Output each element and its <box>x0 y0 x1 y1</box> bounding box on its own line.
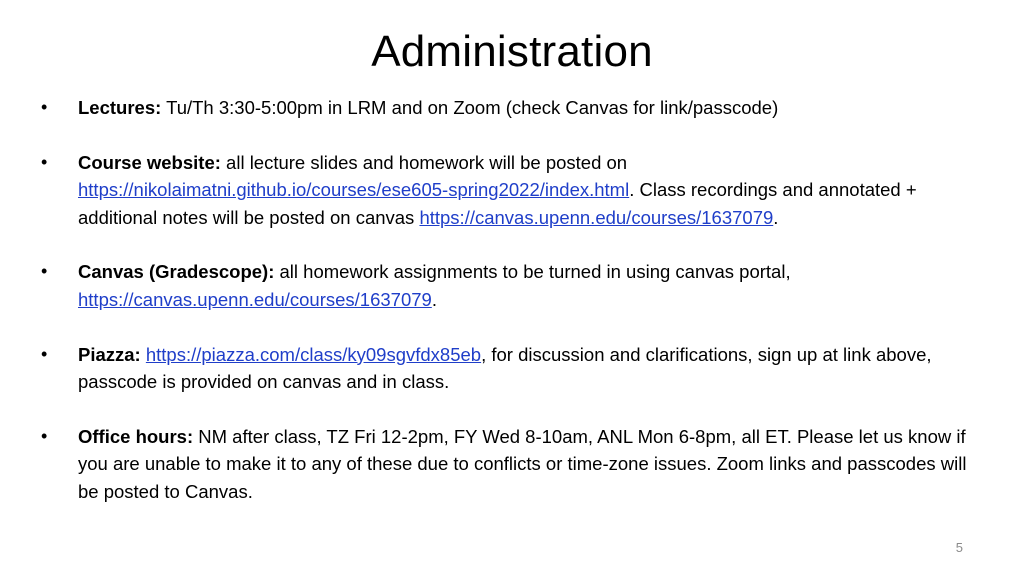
bullet-dot-icon: • <box>41 151 48 172</box>
bullet-canvas-gradescope <box>40 258 970 313</box>
canvas-gradescope-text-2: . <box>431 288 437 310</box>
piazza-text-2: , for discussion and clarifications, sign up at link above, passcode is provided on canvas and in class. <box>78 343 932 393</box>
bullet-lectures <box>40 94 970 121</box>
lectures-label: Lectures: <box>78 97 162 118</box>
office-hours-text: NM after class, TZ Fri 12-2pm, FY Wed 8-10am, ANL Mon 6-8pm, all ET. Please let us know if you are unable to make it to any of these due to conflicts or time-zone issues. Zoom links and passcodes will be posted to Canvas. <box>78 425 967 502</box>
bullet-dot-icon: • <box>41 343 48 364</box>
course-website-link[interactable]: https://nikolaimatni.github.io/courses/ese605-spring2022/index.html <box>78 179 630 201</box>
course-website-text-2: . Class recordings and annotated + additional notes will be posted on canvas <box>78 179 917 228</box>
lectures-text: Tu/Th 3:30-5:00pm in LRM and on Zoom (check Canvas for link/passcode) <box>161 97 779 118</box>
canvas-gradescope-text: all homework assignments to be turned in using canvas portal, <box>274 261 791 283</box>
course-website-text: all lecture slides and homework will be posted on <box>220 151 628 173</box>
bullet-office-hours <box>40 423 970 505</box>
course-website-text-3: . <box>773 206 779 228</box>
bullet-course-website <box>40 149 970 231</box>
canvas-gradescope-label: Canvas (Gradescope): <box>78 261 275 283</box>
piazza-link[interactable]: https://piazza.com/class/ky09sgvfdx85eb <box>145 343 482 365</box>
bullet-dot-icon: • <box>41 261 48 282</box>
page-number: 5 <box>955 540 963 555</box>
canvas-course-link[interactable]: https://canvas.upenn.edu/courses/1637079 <box>419 206 774 228</box>
bullet-piazza <box>40 341 970 396</box>
canvas-portal-link[interactable]: https://canvas.upenn.edu/courses/1637079 <box>78 288 432 310</box>
bullet-dot-icon: • <box>41 425 48 446</box>
slide-title: Administration <box>371 27 653 76</box>
bullet-list <box>40 94 970 532</box>
bullet-dot-icon: • <box>41 97 48 117</box>
piazza-label: Piazza: <box>78 343 141 365</box>
office-hours-label: Office hours: <box>78 425 194 447</box>
course-website-label: Course website: <box>78 151 221 173</box>
